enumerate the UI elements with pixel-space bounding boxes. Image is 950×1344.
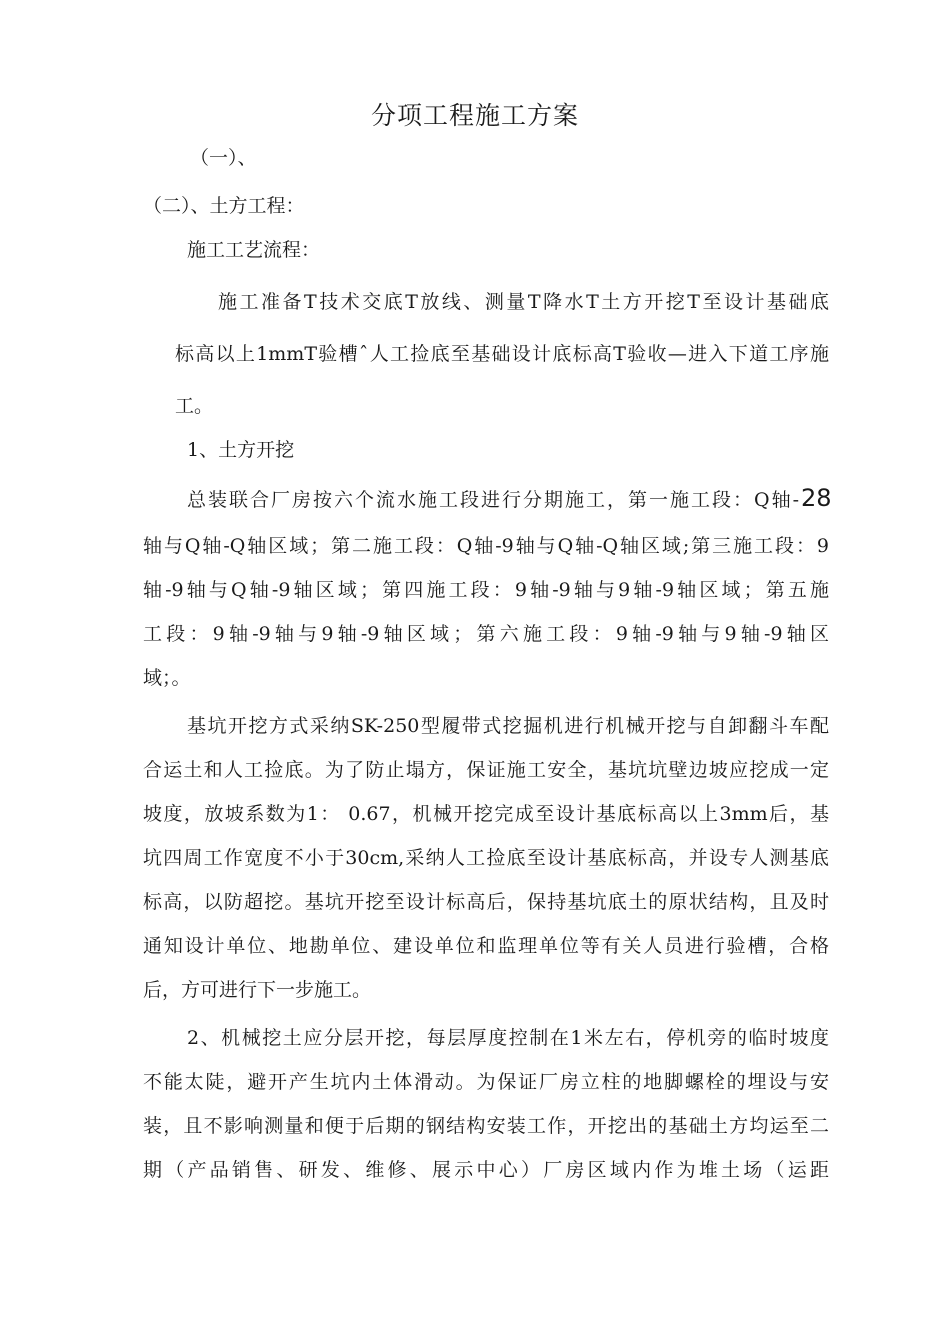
paragraph-line: 域；。 xyxy=(143,667,191,689)
paragraph-line: 期（产品销售、研发、维修、展示中心）厂房区域内作为堆土场（运距 xyxy=(143,1159,829,1181)
paragraph-line: 施工准备T技术交底T放线、测量T降水T土方开挖T至设计基础底 xyxy=(218,291,829,313)
paragraph-line: 坡度，放坡系数为1： 0.67，机械开挖完成至设计基底标高以上3mm后，基 xyxy=(143,803,829,825)
document-title: 分项工程施工方案 xyxy=(370,101,579,130)
paragraph-line: 基坑开挖方式采纳SK-250型履带式挖掘机进行机械开挖与自卸翻斗车配 xyxy=(187,715,829,737)
paragraph-line: 通知设计单位、地勘单位、建设单位和监理单位等有关人员进行验槽，合格 xyxy=(143,935,829,957)
paragraph-line: 标高以上1mmT验槽ˆ人工捡底至基础设计底标高T验收—进入下道工序施 xyxy=(175,343,829,365)
paragraph-line: 轴与Q轴-Q轴区域；第二施工段：Q轴-9轴与Q轴-Q轴区域;第三施工段：9 xyxy=(143,535,829,557)
paragraph-line: 装，且不影响测量和便于后期的钢结构安装工作，开挖出的基础土方均运至二 xyxy=(143,1115,829,1137)
paragraph-line: 轴-9轴与Q轴-9轴区域；第四施工段：9轴-9轴与9轴-9轴区域；第五施 xyxy=(143,579,829,601)
paragraph-line: 坑四周工作宽度不小于30cm,采纳人工捡底至设计基底标高，并设专人测基底 xyxy=(143,847,829,869)
paragraph-line: 合运土和人工捡底。为了防止塌方，保证施工安全，基坑坑壁边坡应挖成一定 xyxy=(143,759,829,781)
section-heading-2: （二）、土方工程： xyxy=(143,195,305,217)
flow-heading: 施工工艺流程： xyxy=(187,239,321,261)
paragraph-line: 标高，以防超挖。基坑开挖至设计标高后，保持基坑底土的原状结构，且及时 xyxy=(143,891,829,913)
section-heading-1: （一）、 xyxy=(190,147,257,169)
paragraph-line: 工。 xyxy=(175,395,214,417)
paragraph-line: 2、机械挖土应分层开挖，每层厚度控制在1米左右，停机旁的临时坡度 xyxy=(187,1027,829,1049)
paragraph-line: 工段：9轴-9轴与9轴-9轴区域；第六施工段：9轴-9轴与9轴-9轴区 xyxy=(143,623,829,645)
paragraph-line: 不能太陡，避开产生坑内土体滑动。为保证厂房立柱的地脚螺栓的埋设与安 xyxy=(143,1071,829,1093)
item-heading-1: 1、土方开挖 xyxy=(187,439,295,461)
paragraph-number: 28 xyxy=(801,484,832,512)
paragraph-line: 总装联合厂房按六个流水施工段进行分期施工，第一施工段：Q轴- xyxy=(187,489,799,511)
paragraph-line: 后，方可进行下一步施工。 xyxy=(143,979,372,1001)
